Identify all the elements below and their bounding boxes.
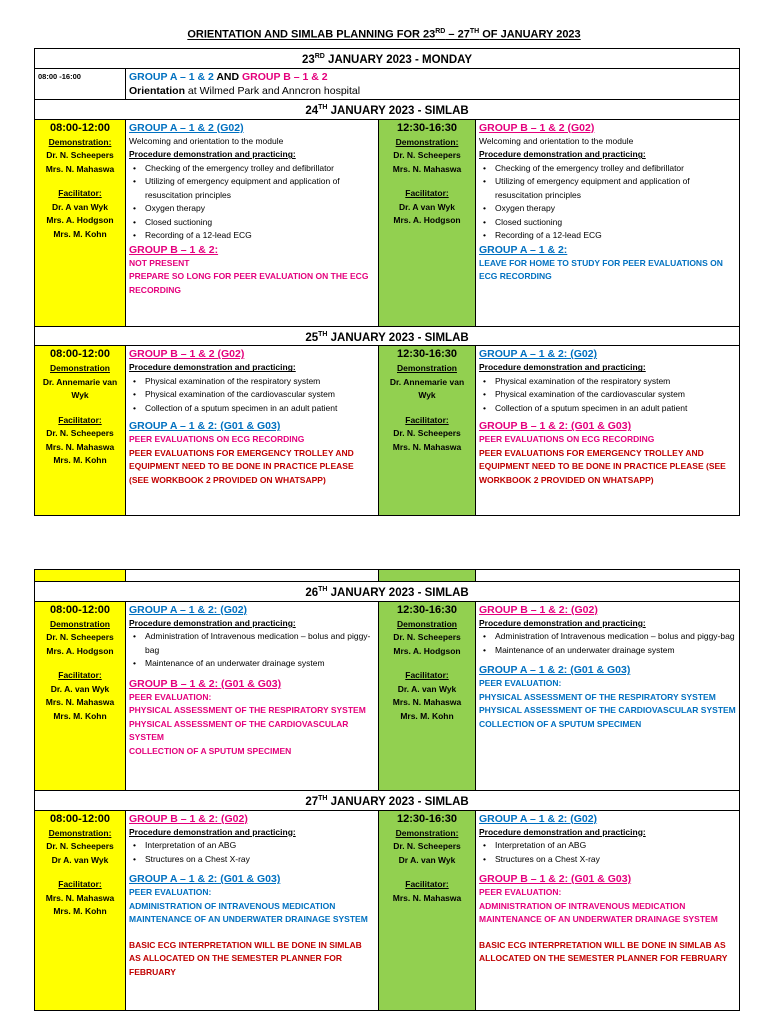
session-cell-27-am: GROUP B – 1 & 2: (G02) Procedure demonstration and practicing: • Interpretation of an ABG • Structures on a Chest X-ray GROUP A – 1 & 2: (G01 & G03) PEER EVALUATION: ADMINISTRATION OF INTRAVENOUS MEDICATION MAINTENANCE OF AN UNDERWATER DRAINAGE SYSTEM BASIC ECG INTERPRETATION WILL BE DONE IN SIMLAB AS ALLOCATED ON THE SEMESTER PLANNER FOR FEBRUARY xyxy=(126,810,379,1010)
blank-row xyxy=(35,570,740,582)
session-row-27 xyxy=(35,810,740,1010)
time-cell-25-pm: 12:30-16:30 Demonstration Dr. Annemarie van Wyk Facilitator: Dr. N. Scheepers Mrs. N. Mahaswa xyxy=(379,346,476,516)
session-row-24 xyxy=(35,119,740,326)
session-cell-27-pm: GROUP A – 1 & 2: (G02) Procedure demonstration and practicing: • Interpretation of an ABG • Structures on a Chest X-ray GROUP B – 1 & 2: (G01 & G03) PEER EVALUATION: ADMINISTRATION OF INTRAVENOUS MEDICATION MAINTENANCE OF AN UNDERWATER DRAINAGE SYSTEM BASIC ECG INTERPRETATION WILL BE DONE IN SIMLAB AS ALLOCATED ON THE SEMESTER PLANNER FOR FEBRUARY xyxy=(476,810,740,1010)
document-title: ORIENTATION AND SIMLAB PLANNING FOR 23RD – 27TH OF JANUARY 2023 xyxy=(187,28,581,41)
time-cell-27-am: 08:00-12:00 Demonstration: Dr. N. Scheepers Dr A. van Wyk Facilitator: Mrs. N. Mahaswa Mrs. M. Kohn xyxy=(35,810,126,1010)
day-header-23: 23RD JANUARY 2023 - MONDAY xyxy=(35,49,740,69)
day-header-27: 27TH JANUARY 2023 - SIMLAB xyxy=(35,790,740,810)
time-cell-27-pm: 12:30-16:30 Demonstration: Dr. N. Scheepers Dr A. van Wyk Facilitator: Mrs. N. Mahaswa xyxy=(379,810,476,1010)
time-cell-24-pm: 12:30-16:30 Demonstration: Dr. N. Scheepers Mrs. N. Mahaswa Facilitator: Dr. A van Wyk Mrs. A. Hodgson xyxy=(379,119,476,326)
orientation-time: 08:00 -16:00 xyxy=(35,68,126,99)
procedure-list: • Physical examination of the respiratory system • Physical examination of the cardiovascular system • Collection of a sputum specimen in an adult patient xyxy=(479,375,736,416)
session-cell-25-am: GROUP B – 1 & 2 (G02) Procedure demonstration and practicing: • Physical examination of the respiratory system • Physical examination of the cardiovascular system • Collection of a sputum specimen in an adult patient GROUP A – 1 & 2: (G01 & G03) PEER EVALUATIONS ON ECG RECORDING PEER EVALUATIONS FOR EMERGENCY TROLLEY AND EQUIPMENT NEED TO BE DONE IN PRACTICE PLEASE (SEE WORKBOOK 2 PROVIDED ON WHATSAPP) xyxy=(126,346,379,516)
session-cell-24-am: GROUP A – 1 & 2 (G02) Welcoming and orientation to the module Procedure demonstration and practicing: • Checking of the emergency trolley and defibrillator • Utilizing of emergency equipment and application of resuscitation principles • Oxygen therapy • Closed suctioning • Recording of a 12-lead ECG GROUP B – 1 & 2: NOT PRESENT PREPARE SO LONG FOR PEER EVALUATION ON THE ECG RECORDING xyxy=(126,119,379,326)
session-cell-26-pm: GROUP B – 1 & 2: (G02) Procedure demonstration and practicing: • Administration of Intravenous medication – bolus and piggy-bag • Maintenance of an underwater drainage system GROUP A – 1 & 2: (G01 & G03) PEER EVALUATION: PHYSICAL ASSESSMENT OF THE RESPIRATORY SYSTEM PHYSICAL ASSESSMENT OF THE CARDIOVASCULAR SYSTEM COLLECTION OF A SPUTUM SPECIMEN xyxy=(476,601,740,790)
procedure-list: • Checking of the emergency trolley and defibrillator • Utilizing of emergency equipment and application of resuscitation principles • Oxygen therapy • Closed suctioning • Recording of a 12-lead ECG xyxy=(129,162,375,243)
procedure-list: • Interpretation of an ABG • Structures on a Chest X-ray xyxy=(479,839,736,866)
procedure-list: • Checking of the emergency trolley and defibrillator • Utilizing of emergency equipment and application of resuscitation principles • Oxygen therapy • Closed suctioning • Recording of a 12-lead ECG xyxy=(479,162,736,243)
time-cell-26-am: 08:00-12:00 Demonstration Dr. N. Scheepers Mrs. A. Hodgson Facilitator: Dr. A. van Wyk Mrs. N. Mahaswa Mrs. M. Kohn xyxy=(35,601,126,790)
procedure-list: • Administration of Intravenous medication – bolus and piggy-bag • Maintenance of an underwater drainage system xyxy=(479,630,736,657)
orientation-row xyxy=(35,68,740,99)
day-header-24: 24TH JANUARY 2023 - SIMLAB xyxy=(35,99,740,119)
time-cell-26-pm: 12:30-16:30 Demonstration Dr. N. Scheepers Mrs. A. Hodgson Facilitator: Dr. A. van Wyk Mrs. N. Mahaswa Mrs. M. Kohn xyxy=(379,601,476,790)
session-row-26 xyxy=(35,601,740,790)
session-cell-24-pm: GROUP B – 1 & 2 (G02) Welcoming and orientation to the module Procedure demonstration and practicing: • Checking of the emergency trolley and defibrillator • Utilizing of emergency equipment and application of resuscitation principles • Oxygen therapy • Closed suctioning • Recording of a 12-lead ECG GROUP A – 1 & 2: LEAVE FOR HOME TO STUDY FOR PEER EVALUATIONS ON ECG RECORDING xyxy=(476,119,740,326)
procedure-list: • Administration of Intravenous medication – bolus and piggy-bag • Maintenance of an underwater drainage system xyxy=(129,630,375,671)
session-cell-25-pm: GROUP A – 1 & 2: (G02) Procedure demonstration and practicing: • Physical examination of the respiratory system • Physical examination of the cardiovascular system • Collection of a sputum specimen in an adult patient GROUP B – 1 & 2: (G01 & G03) PEER EVALUATIONS ON ECG RECORDING PEER EVALUATIONS FOR EMERGENCY TROLLEY AND EQUIPMENT NEED TO BE DONE IN PRACTICE PLEASE (SEE WORKBOOK 2 PROVIDED ON WHATSAPP) xyxy=(476,346,740,516)
day-header-26: 26TH JANUARY 2023 - SIMLAB xyxy=(35,582,740,602)
schedule-table-1 xyxy=(34,48,740,516)
schedule-table-2 xyxy=(34,569,740,1011)
session-row-25 xyxy=(35,346,740,516)
day-header-25: 25TH JANUARY 2023 - SIMLAB xyxy=(35,326,740,346)
session-cell-26-am: GROUP A – 1 & 2: (G02) Procedure demonstration and practicing: • Administration of Intravenous medication – bolus and piggy-bag • Maintenance of an underwater drainage system GROUP B – 1 & 2: (G01 & G03) PEER EVALUATION: PHYSICAL ASSESSMENT OF THE RESPIRATORY SYSTEM PHYSICAL ASSESSMENT OF THE CARDIOVASCULAR SYSTEM COLLECTION OF A SPUTUM SPECIMEN xyxy=(126,601,379,790)
orientation-details: GROUP A – 1 & 2 AND GROUP B – 1 & 2 Orientation at Wilmed Park and Anncron hospital xyxy=(126,68,740,99)
procedure-list: • Physical examination of the respiratory system • Physical examination of the cardiovascular system • Collection of a sputum specimen in an adult patient xyxy=(129,375,375,416)
procedure-list: • Interpretation of an ABG • Structures on a Chest X-ray xyxy=(129,839,375,866)
time-cell-25-am: 08:00-12:00 Demonstration Dr. Annemarie van Wyk Facilitator: Dr. N. Scheepers Mrs. N. Mahaswa Mrs. M. Kohn xyxy=(35,346,126,516)
time-cell-24-am: 08:00-12:00 Demonstration: Dr. N. Scheepers Mrs. N. Mahaswa Facilitator: Dr. A van Wyk Mrs. A. Hodgson Mrs. M. Kohn xyxy=(35,119,126,326)
